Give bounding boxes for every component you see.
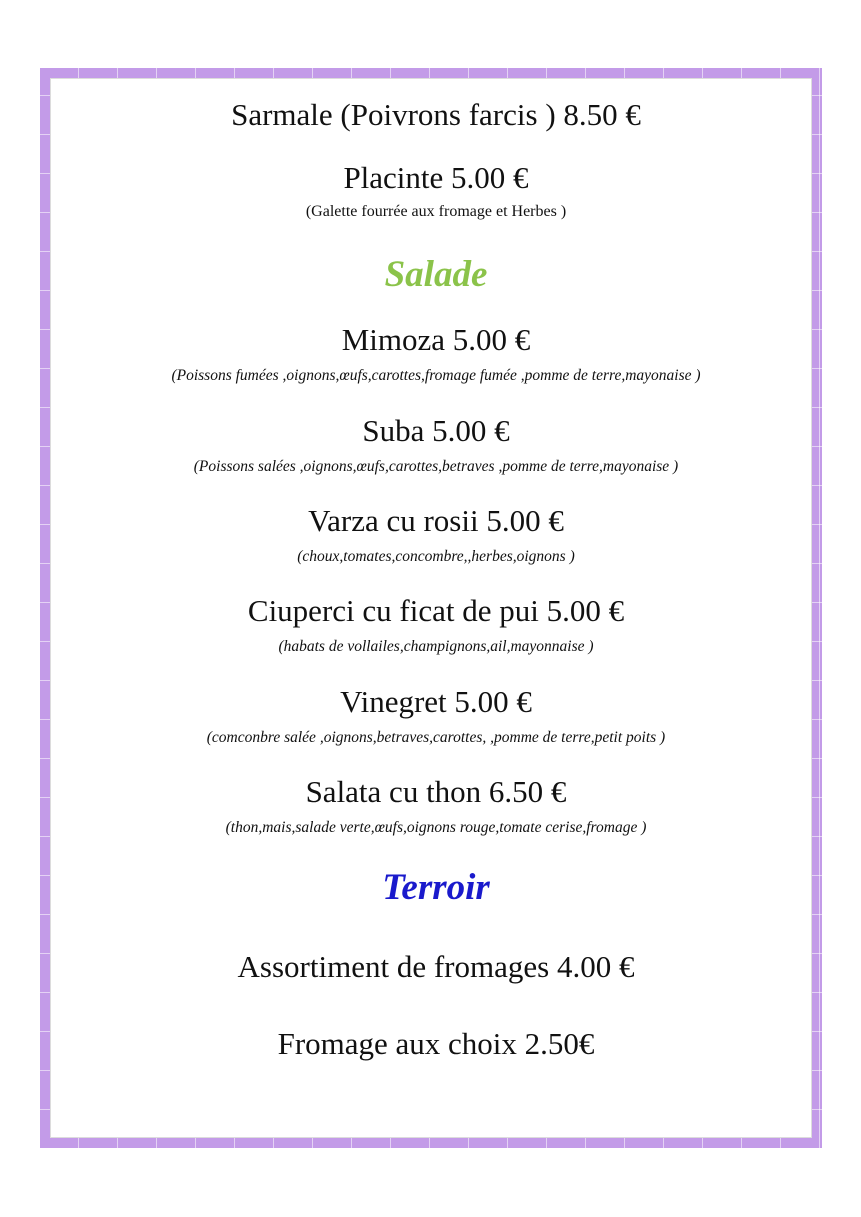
menu-item-description: (Poissons fumées ,oignons,œufs,carottes,fromage fumée ,pomme de terre,mayonaise ) [171,367,701,384]
menu-item-title: Mimoza 5.00 € [341,322,531,357]
menu-item-title: Vinegret 5.00 € [340,684,532,719]
menu-item-description: (thon,mais,salade verte,œufs,oignons rouge,tomate cerise,fromage ) [225,819,647,836]
section-heading-salade: Salade [384,254,488,295]
menu-item-description: (habats de vollailes,champignons,ail,mayonnaise ) [278,638,594,655]
menu-item-description: (choux,tomates,concombre,,herbes,oignons ) [297,548,575,565]
menu-item-title: Salata cu thon 6.50 € [305,774,567,809]
menu-item-title: Sarmale (Poivrons farcis ) 8.50 € [231,97,641,132]
menu-item-description: (comconbre salée ,oignons,betraves,carottes, ,pomme de terre,petit poits ) [206,729,666,746]
menu-item-title: Placinte 5.00 € [343,160,529,195]
menu-item-title: Ciuperci cu ficat de pui 5.00 € [247,593,625,628]
menu-item-title: Suba 5.00 € [362,413,510,448]
section-heading-terroir: Terroir [382,867,490,908]
menu-item-description: (Poissons salées ,oignons,œufs,carottes,betraves ,pomme de terre,mayonaise ) [193,458,679,475]
menu-item-title: Varza cu rosii 5.00 € [308,503,564,538]
menu-item-title: Assortiment de fromages 4.00 € [237,949,635,984]
menu-item-note: (Galette fourrée aux fromage et Herbes ) [305,203,567,220]
menu-item-title: Fromage aux choix 2.50€ [277,1026,595,1061]
